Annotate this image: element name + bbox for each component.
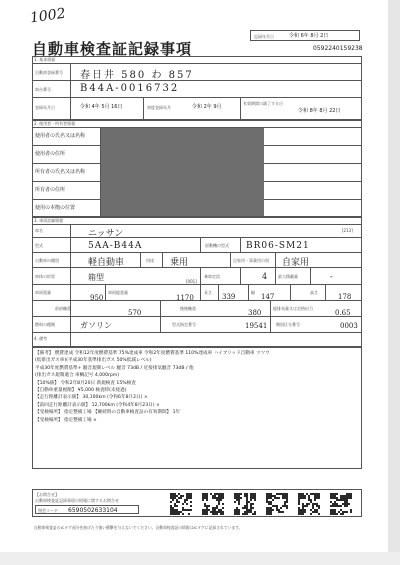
purpose-label: 自家用・事業用の別 [233, 258, 269, 263]
max-load-label: 最大積載量 [278, 274, 298, 279]
front-axle-weight: 570 [128, 309, 142, 317]
gross-weight: 1170 [176, 294, 194, 302]
first-year-label: 初度登録年月 [147, 105, 171, 110]
qr-code [330, 493, 352, 515]
notes-line: 【受検場所】 指定整備工場 × [35, 417, 97, 423]
owner-address-label: 所有者の住所 [35, 187, 66, 193]
notes-line: 【自動車重量税額】 ¥5,000 検査時(未経過) [35, 388, 127, 394]
kind-label: 自動車の種別 [35, 258, 59, 263]
engine-type: BR06-SM21 [246, 241, 310, 251]
class-label: 類別区分番号 [276, 322, 300, 327]
first-reg-date: 令和 4年 5月 16日 [80, 104, 123, 110]
width-label: 幅 [251, 290, 255, 295]
notes-body [35, 350, 357, 424]
fuel-label: 燃料の種類 [35, 322, 55, 327]
displacement: 0.65 [335, 309, 351, 317]
notes-line: 【受検場所】 指定整備工場 【継続時の自動車検査証の有効期間】 1年 [35, 410, 181, 416]
first-year: 令和 2年 9月 [192, 104, 222, 110]
weight-label: 車両重量 [35, 290, 51, 295]
gross-label: 車両総重量 [108, 290, 128, 295]
height-label: 高さ [310, 290, 318, 295]
vehicle-use: 乗用 [170, 258, 189, 268]
disp-label: 総排気量又は定格出力 [273, 306, 313, 311]
notes-line: 【10%値】 令和2年8月20日 新規検査 15%検査 [35, 380, 136, 386]
notes-line: 【前回走行距離計表示値】 12,700km (令和4年8月23日) × [35, 402, 160, 408]
body-code: [001] [186, 279, 197, 284]
inquiry-label: 【お問合せ】 [35, 492, 59, 497]
qr-code [202, 493, 224, 515]
reference-code-label: 照会コード [38, 508, 58, 513]
qr-code-strip [170, 492, 360, 516]
page-edge-shadow [388, 0, 400, 565]
user-name-label: 使用者の氏名又は名称 [35, 133, 86, 139]
capacity-label: 乗車定員 [204, 274, 220, 279]
document-title: 自動車検査証記録事項 [32, 40, 193, 58]
handwritten-mark: 1002 [29, 5, 67, 27]
vehicle-purpose: 自家用 [282, 258, 310, 268]
capacity: 4 [262, 272, 268, 281]
reference-code-box [35, 505, 139, 514]
length-label: 長さ [204, 290, 212, 295]
section2-header: 2. 使用者・所有者情報 [34, 121, 76, 126]
redaction-block [101, 128, 264, 216]
notes-line: 【走行距離計表示値】 30,100km (令和6年8月2日) × [35, 395, 148, 401]
issue-date-box [250, 30, 360, 41]
user-address-label: 使用者の住所 [35, 151, 66, 157]
owner-name-label: 所有者の氏名又は名称 [35, 169, 86, 175]
qr-code [298, 493, 320, 515]
notes-line: 平成30年度燃費基準+ 騒音規制レベル 騒音 73dB / 近接排気騒音 73dB / 他 [35, 365, 194, 371]
first-reg-label: 登録年月日 [35, 105, 55, 110]
section1-header: 1. 基本情報 [34, 57, 56, 62]
use-label: 用途 [146, 258, 154, 263]
qr-code [170, 493, 192, 515]
chassis-label: 車台番号 [35, 87, 51, 92]
front-axle-label: 前前軸重 [55, 306, 71, 311]
issue-date: 令和 6年 8月 2日 [289, 33, 329, 39]
reference-code: 6590502633104 [68, 506, 118, 514]
model-spec-number: 19541 [245, 322, 268, 330]
base-location-label: 使用の本拠の位置 [35, 205, 76, 211]
type-label: 型式 [35, 243, 43, 248]
notes-header: 4. 備考 [34, 336, 48, 341]
body-shape: 箱型 [88, 273, 104, 282]
class-number: 0003 [340, 322, 358, 330]
make: ニッサン [88, 229, 124, 239]
vehicle-weight: 950 [90, 294, 104, 302]
bottom-note: 自動車検査証のICタグ部分を曲げたり強い衝撃を与えないでください。自動車検査証の情報はICタグに記録されています。 [34, 525, 243, 530]
model-type: 5AA-B44A [88, 241, 143, 251]
qr-code [266, 493, 288, 515]
plate-number: 春日井 580 わ 857 [80, 70, 194, 81]
length: 339 [222, 293, 236, 301]
height: 178 [338, 293, 352, 301]
chassis-number: B44A-0016732 [80, 83, 180, 94]
make-code: [213] [342, 228, 353, 233]
plate-label: 自動車登録番号 [35, 70, 63, 75]
page-bottom-shadow [0, 552, 400, 565]
inquiry-text: 自動車検査証記録事項の情報に関するお問合せ [35, 498, 119, 503]
max-load: - [330, 272, 333, 281]
notes-line: 【備考】 燃費達成 令和12年度燃費基準 75%達成車 令和2年度燃費基準 110%達成車 ハイブリッド自動車 ツツウ [35, 351, 270, 356]
rear-axle-weight: 380 [248, 309, 262, 317]
fuel-type: ガソリン [80, 321, 112, 330]
notes-line: (排出ガス規制適合 車輌記号 4,000rpm) [35, 373, 120, 379]
engine-label: 原動機の型式 [205, 243, 229, 248]
body-label: 車体の形状 [35, 274, 55, 279]
notes-line: (低排出ガス車)(平成30年基準排出ガス 50%低減レベル) [35, 358, 152, 364]
doc-number: 0592240159238 [313, 45, 363, 52]
make-label: 車名 [35, 228, 43, 233]
model-spec-label: 型式指定番号 [172, 322, 196, 327]
vehicle-kind: 軽自動車 [88, 258, 125, 268]
issue-date-label: 記録年月日 [254, 34, 274, 39]
qr-code [234, 493, 256, 515]
rear-axle-label: 後後軸重 [180, 306, 196, 311]
width: 147 [261, 293, 275, 301]
section3-header: 3. 車両詳細情報 [34, 218, 64, 223]
expiry-date: 令和 8年 8月 22日 [298, 108, 341, 114]
expiry-label: 有効期間の満了する日 [243, 101, 283, 106]
